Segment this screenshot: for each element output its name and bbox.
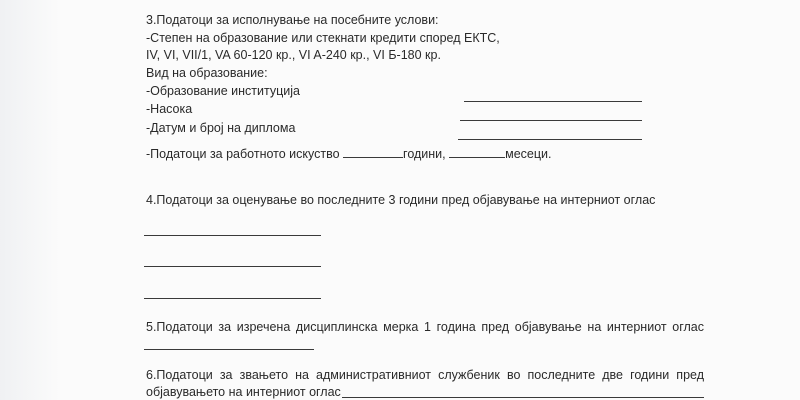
disciplinary-blank[interactable]	[144, 349, 314, 350]
years-blank[interactable]	[343, 145, 403, 158]
section-4-heading: 4.Податоци за оценување во последните 3 години пред објавување на интерниот оглас	[146, 193, 656, 207]
direction-label: -Насока	[146, 102, 193, 116]
experience-line	[146, 145, 552, 162]
evaluation-blank-3[interactable]	[144, 298, 321, 299]
title-blank[interactable]	[342, 397, 704, 398]
section-3-heading: 3.Податоци за исполнување на посебните услови:	[146, 13, 439, 27]
experience-label: -Податоци за работното искуство	[146, 147, 340, 161]
months-label: месеци.	[505, 147, 552, 161]
months-blank[interactable]	[449, 145, 505, 158]
diploma-blank[interactable]	[458, 139, 642, 140]
section-5-heading: 5.Податоци за изречена дисциплинска мерка 1 година пред објавување на интерниот оглас	[146, 320, 704, 334]
scan-edge-shadow	[0, 0, 60, 400]
evaluation-blank-2[interactable]	[144, 266, 321, 267]
evaluation-blank-1[interactable]	[144, 235, 321, 236]
years-label: години,	[403, 147, 446, 161]
section-6-heading-line-1: 6.Податоци за звањето на административниот службеник во последните две години пред	[146, 368, 704, 382]
levels-line: IV, VI, VII/1, VA 60-120 кр., VI A-240 кр., VI Б-180 кр.	[146, 48, 441, 62]
degree-line: -Степен на образование или стекнати кредити според ЕКТС,	[146, 31, 500, 45]
institution-blank[interactable]	[464, 101, 642, 102]
institution-label: -Образование институција	[146, 84, 300, 98]
section-6-heading-line-2: објавувањето на интерниот оглас	[146, 385, 341, 399]
diploma-label: -Датум и број на диплома	[146, 121, 296, 135]
education-type-label: Вид на образование:	[146, 66, 268, 80]
direction-blank[interactable]	[460, 120, 642, 121]
